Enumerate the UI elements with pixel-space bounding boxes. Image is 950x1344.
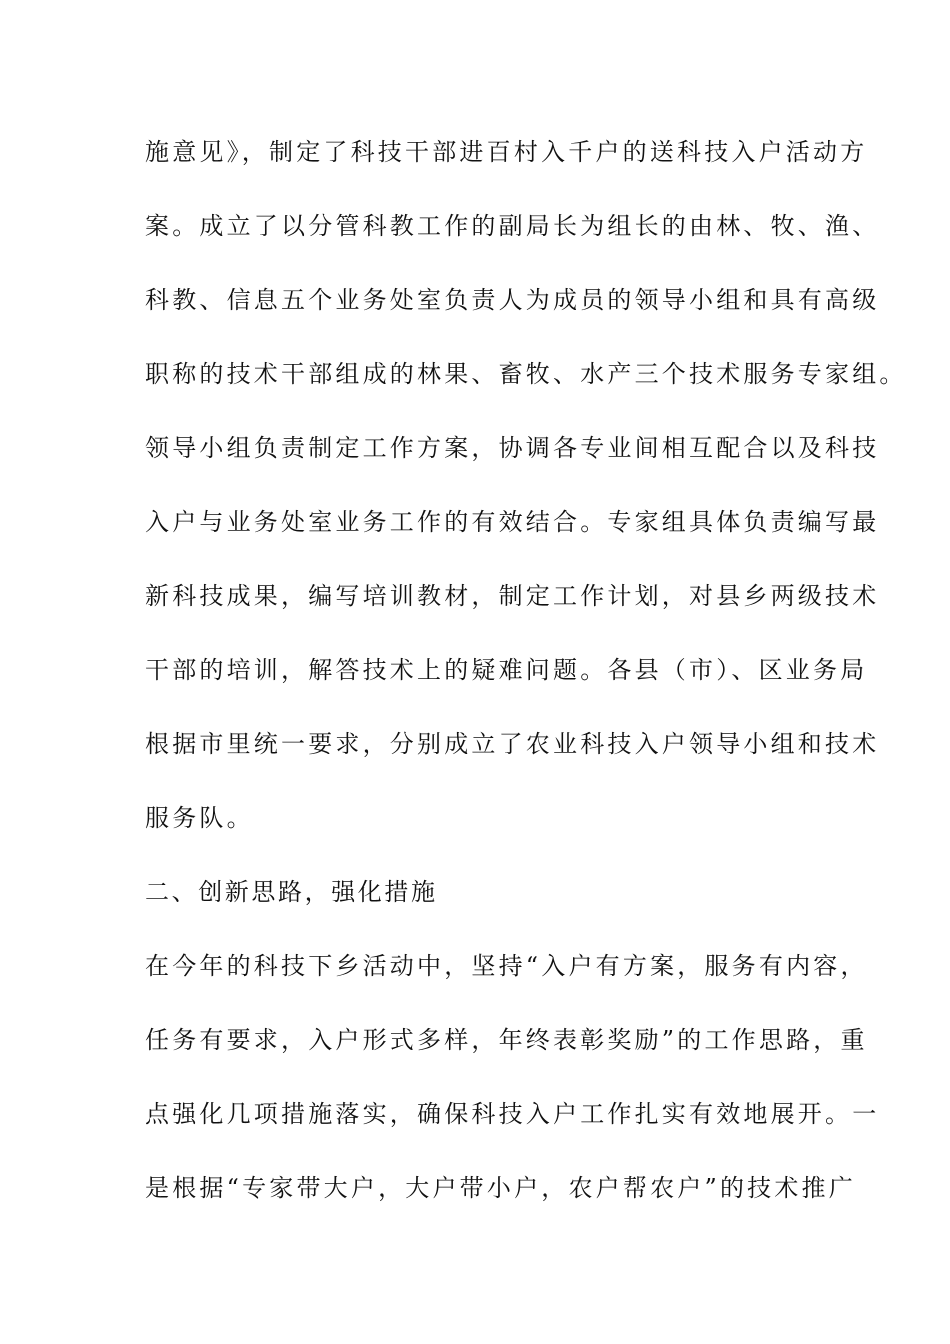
section-heading: 二、创新思路，强化措施: [145, 878, 438, 906]
body-text-line: 服务队。: [145, 804, 254, 832]
body-text-line: 领导小组负责制定工作方案，协调各专业间相互配合以及科技: [145, 434, 880, 462]
body-text-line: 科教、信息五个业务处室负责人为成员的领导小组和具有高级: [145, 286, 880, 314]
body-text-line: 新科技成果，编写培训教材，制定工作计划，对县乡两级技术: [145, 582, 880, 610]
body-text-line: 职称的技术干部组成的林果、畜牧、水产三个技术服务专家组。: [145, 360, 907, 388]
body-text-line: 入户与业务处室业务工作的有效结合。专家组具体负责编写最: [145, 508, 880, 536]
body-text-line: 干部的培训，解答技术上的疑难问题。各县（市）、区业务局: [145, 656, 868, 684]
body-text-line: 根据市里统一要求，分别成立了农业科技入户领导小组和技术: [145, 730, 880, 758]
body-text-line: 施意见》，制定了科技干部进百村入千户的送科技入户活动方: [145, 138, 868, 166]
body-text-line: 任务有要求，入户形式多样，年终表彰奖励”的工作思路，重: [145, 1026, 868, 1054]
body-text-line: 点强化几项措施落实，确保科技入户工作扎实有效地展开。一: [145, 1100, 880, 1128]
body-text-line: 是根据“专家带大户，大户带小户，农户帮农户”的技术推广: [145, 1174, 856, 1202]
body-text-line: 在今年的科技下乡活动中，坚持“入户有方案，服务有内容，: [145, 952, 868, 980]
body-text-line: 案。成立了以分管科教工作的副局长为组长的由林、牧、渔、: [145, 212, 880, 240]
